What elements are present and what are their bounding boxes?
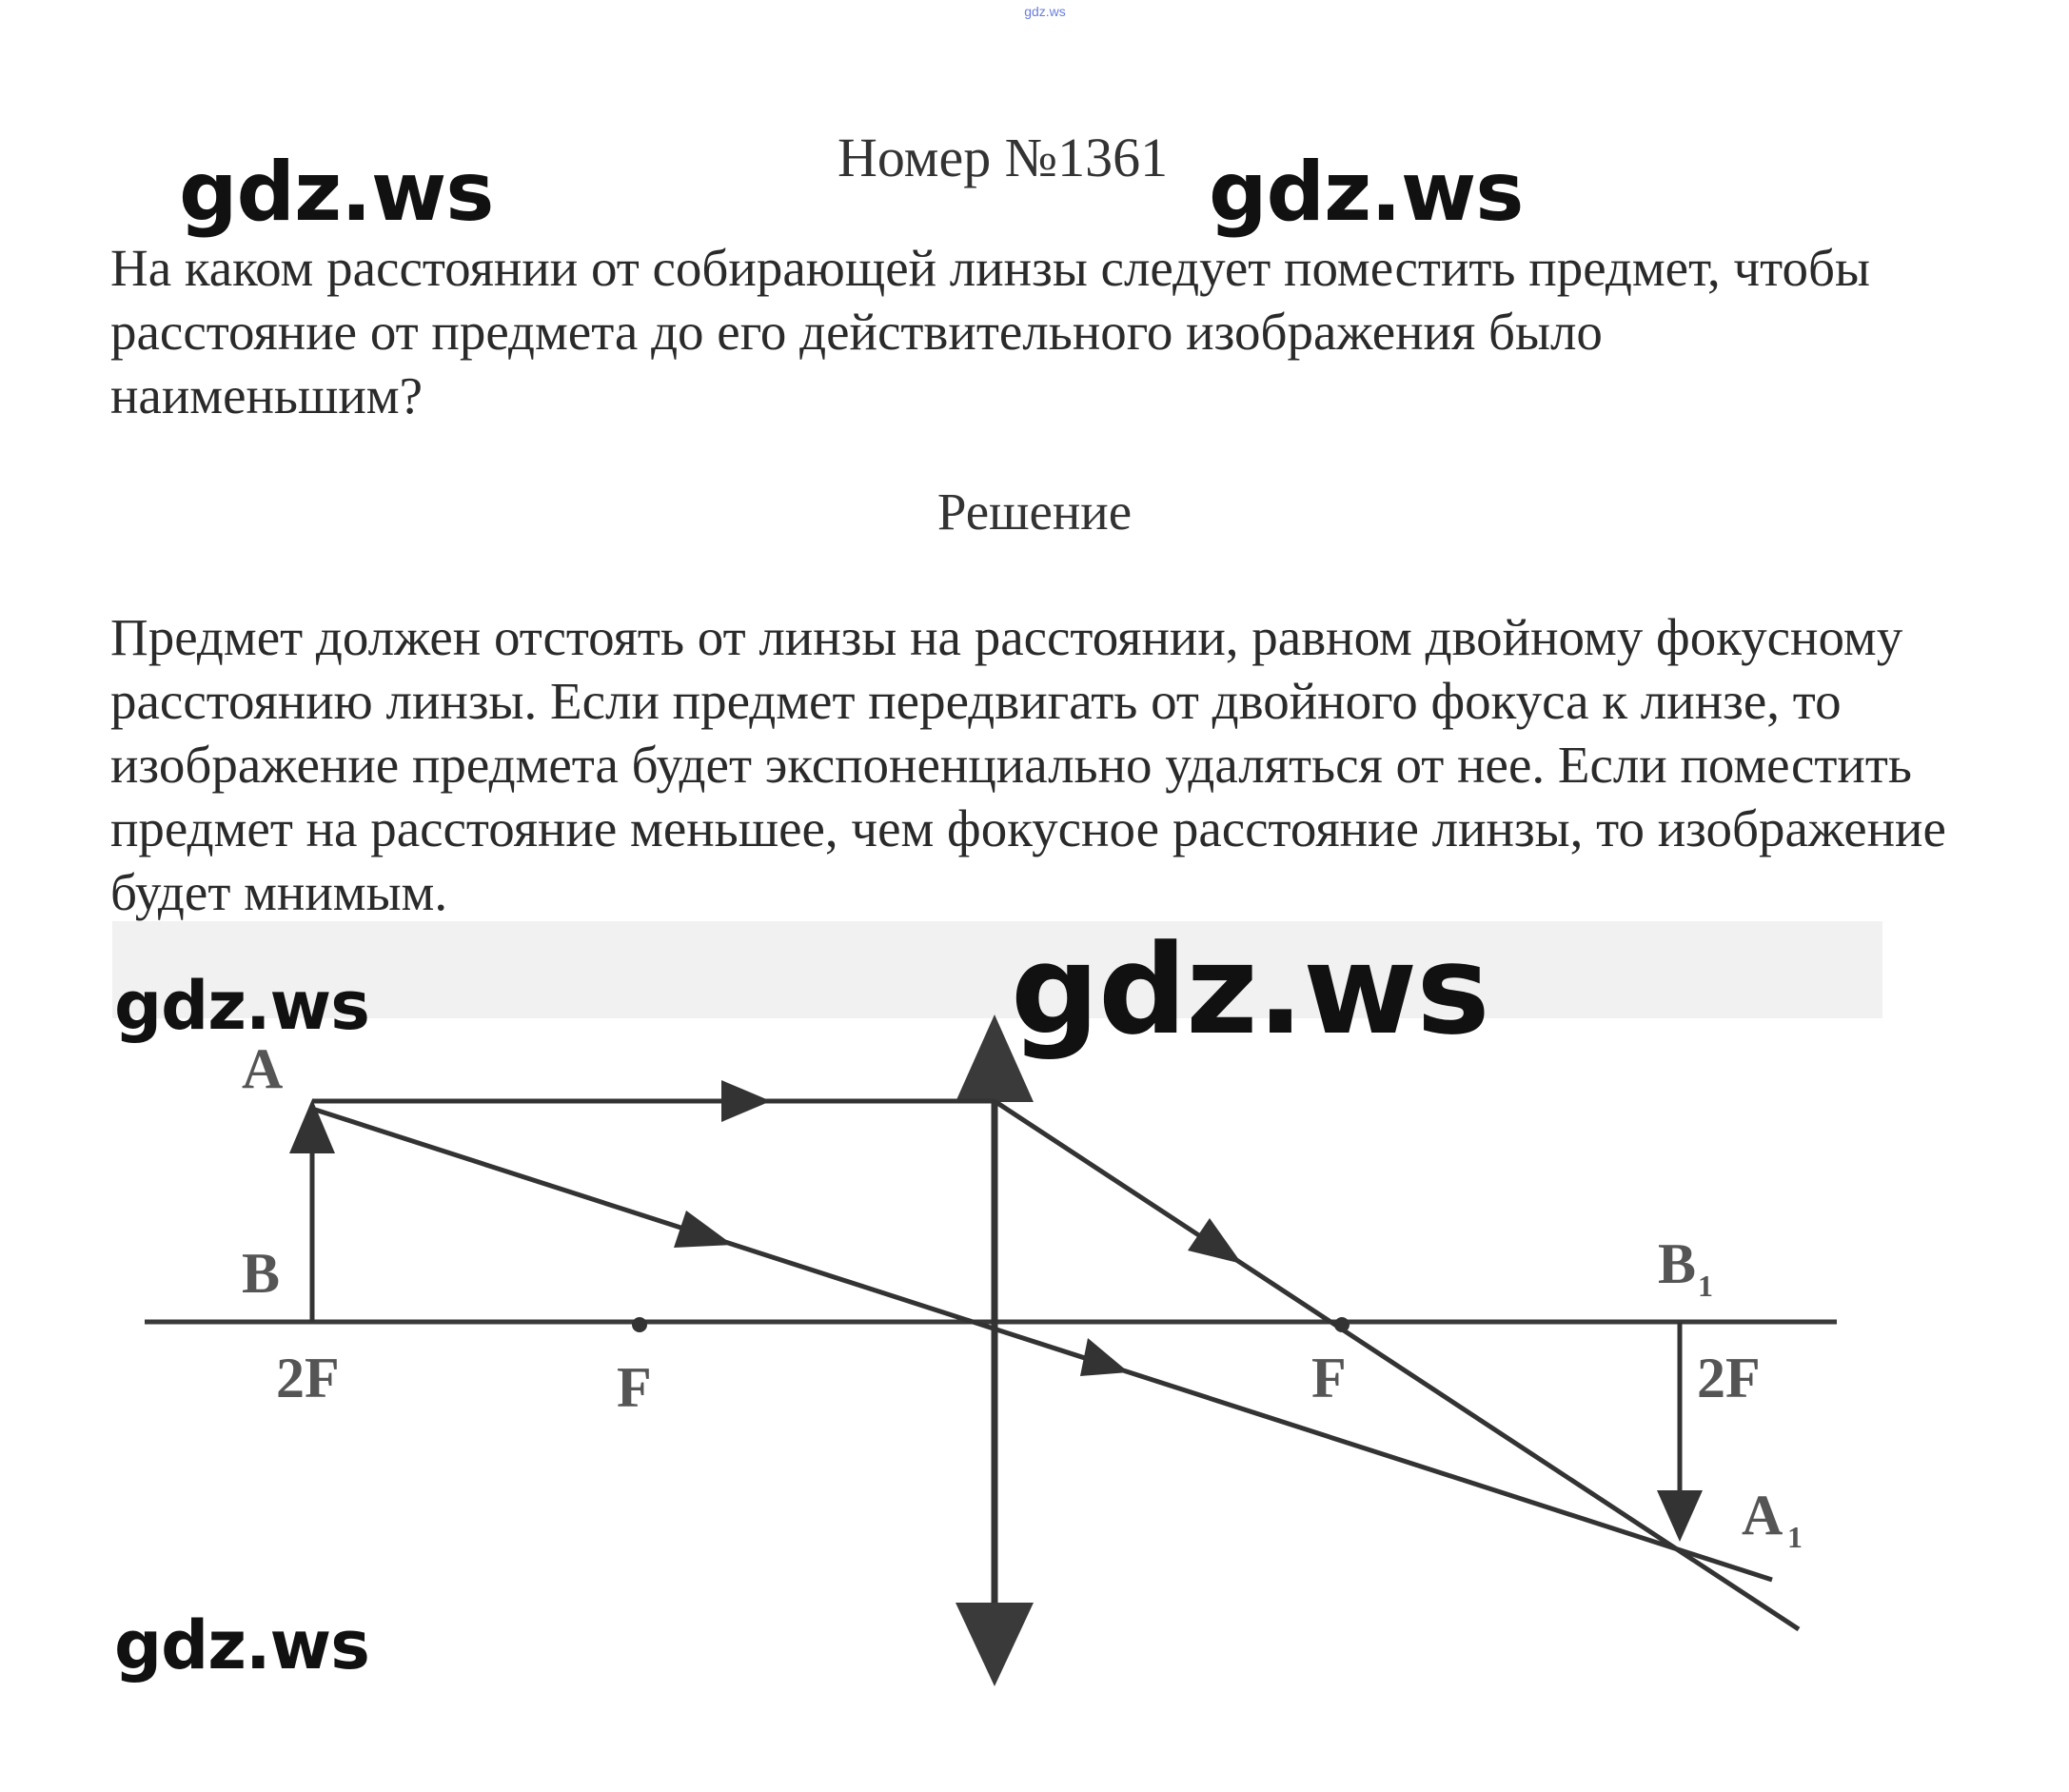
source-mark: gdz.ws: [1024, 4, 1066, 19]
label-f-left: F: [617, 1356, 652, 1419]
watermark: gdz.ws: [1209, 145, 1524, 240]
focus-point-left: [632, 1317, 647, 1332]
object-arrowhead: [289, 1099, 335, 1153]
question-text: На каком расстоянии от собирающей линзы следует поместить предмет, чтобы расстояние от предмета до его действительного изображения было наименьшим?: [110, 239, 1870, 424]
watermark: gdz.ws: [114, 967, 369, 1045]
label-a1-subscript: 1: [1787, 1520, 1803, 1554]
label-2f-left: 2F: [276, 1347, 340, 1409]
central-ray-arrow-left: [674, 1211, 733, 1248]
label-a: A: [242, 1037, 284, 1100]
watermark: gdz.ws: [114, 1606, 369, 1684]
parallel-ray-arrow: [721, 1080, 771, 1122]
label-2f-right: 2F: [1697, 1347, 1761, 1409]
central-ray: [312, 1109, 1772, 1580]
refracted-ray-arrow: [1188, 1218, 1242, 1264]
label-a1: A: [1742, 1484, 1783, 1546]
image-arrowhead: [1657, 1490, 1703, 1542]
lens-bottom-arrow: [956, 1603, 1034, 1686]
watermark: gdz.ws: [1011, 917, 1489, 1062]
focus-point-right: [1334, 1317, 1350, 1332]
label-b: B: [242, 1242, 281, 1305]
answer-text: Предмет должен отстоять от линзы на расстоянии, равном двойному фокусному расстоянию линзы. Если предмет передвигать от двойного фокуса к линзе, то изображение предмета будет экспоненциально удаляться от нее. Если поместить предмет на расстояние меньшее, чем фокусное расстояние линзы, то изображение будет мнимым.: [110, 608, 1946, 921]
solution-heading: Решение: [936, 482, 1133, 541]
central-ray-arrow-right: [1080, 1338, 1129, 1376]
watermark: gdz.ws: [179, 145, 494, 240]
label-b1: B: [1658, 1232, 1697, 1295]
label-b1-subscript: 1: [1698, 1269, 1713, 1303]
page-title: Номер №1361: [837, 127, 1169, 188]
label-f-right: F: [1311, 1347, 1347, 1409]
scan-band: [112, 921, 1882, 1018]
